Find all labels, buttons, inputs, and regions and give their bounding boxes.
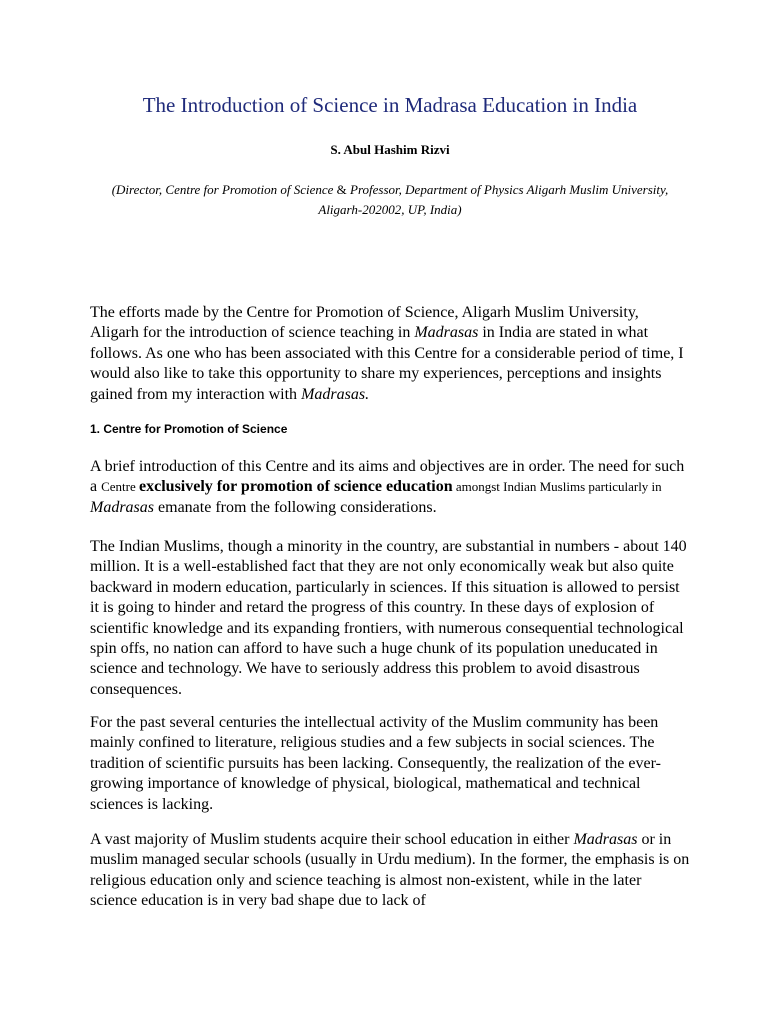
centre-madrasas-term: Madrasas	[90, 498, 155, 516]
intro-text-c: in India are stated in what follows. As one who has been associated with this Centre for a considerable period of time, I would also like to take this opportunity to share my experiences, perceptions and insights gained from my interaction with	[90, 324, 684, 403]
affiliation-ampersand: &	[336, 182, 347, 197]
centre-text-a: A brief introduction of this Centre and its aims and objectives are in order. The need for such a	[90, 458, 685, 496]
document-title: The Introduction of Science in Madrasa Education in India	[142, 93, 638, 117]
school-education-paragraph	[90, 830, 690, 912]
section-heading-centre: 1. Centre for Promotion of Science	[90, 422, 288, 436]
school-text-c: or in muslim managed secular schools (usually in Urdu medium). In the former, the emphasis is on religious education only and science teaching is almost non-existent, while in the later science education is in very bad shape due to lack of	[90, 831, 690, 910]
centre-text-b: Centre	[101, 479, 140, 495]
centre-intro-paragraph	[90, 457, 690, 518]
school-text-a: A vast majority of Muslim students acquire their school education in either	[90, 831, 574, 848]
intro-text-a: The efforts made by the Centre for Promotion of Science, Aligarh Muslim University, Aligarh for the introduction of science teaching in	[90, 304, 639, 342]
author-name: S. Abul Hashim Rizvi	[330, 142, 450, 157]
author-affiliation	[100, 180, 680, 220]
centre-text-d: amongst Indian Muslims particularly in	[452, 479, 662, 495]
centre-text-f: emanate from the following considerations.	[154, 498, 437, 516]
affiliation-part2: Professor, Department of Physics Aligarh Muslim University, Aligarh-202002, UP, India)	[318, 182, 669, 217]
affiliation-part1: (Director, Centre for Promotion of Science	[111, 182, 334, 197]
intro-madrasas-term-end: Madrasas.	[301, 385, 370, 403]
school-madrasas-term: Madrasas	[573, 831, 638, 848]
centre-emphasis: exclusively for promotion of science education	[139, 478, 453, 496]
intro-madrasas-term: Madrasas	[414, 324, 479, 342]
muslims-paragraph: The Indian Muslims, though a minority in the country, are substantial in numbers - about 140 million. It is a well-established fact that they are not only economically weak but also quite backward in modern education, particularly in sciences. If this situation is allowed to persist it is going to hinder and retard the progress of this country. In these days of explosion of scientific knowledge and its expanding frontiers, with numerous consequential technological spin offs, no nation can afford to have such a huge chunk of its population uneducated in science and technology. We have to seriously address this problem to avoid disastrous consequences.	[90, 538, 687, 698]
intellectual-activity-paragraph: For the past several centuries the intellectual activity of the Muslim community has been mainly confined to literature, religious studies and a few subjects in social sciences. The tradition of scientific pursuits has been lacking. Consequently, the realization of the ever-growing importance of knowledge of physical, biological, mathematical and technical sciences is lacking.	[90, 714, 661, 813]
intro-paragraph	[90, 303, 690, 405]
